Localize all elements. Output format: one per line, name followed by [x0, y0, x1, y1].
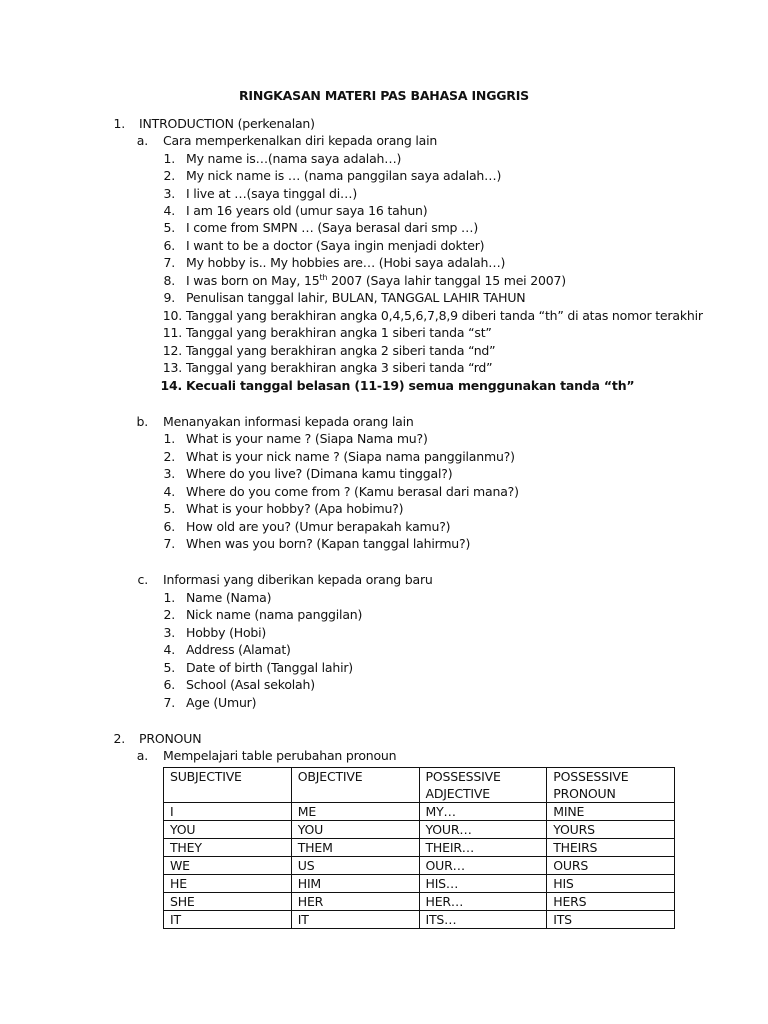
table-cell: HIS — [547, 875, 675, 893]
table-cell: ME — [291, 803, 419, 821]
table-cell: YOUR… — [419, 821, 547, 839]
table-header-cell: SUBJECTIVE — [164, 768, 292, 803]
subsection-title: Menanyakan informasi kepada orang lain — [163, 414, 414, 429]
subsection-title: Informasi yang diberikan kepada orang baru — [163, 572, 433, 587]
table-cell: ITS — [547, 911, 675, 929]
table-cell: HER — [291, 893, 419, 911]
subsection-title: Cara memperkenalkan diri kepada orang lain — [163, 133, 438, 148]
table-cell: US — [291, 857, 419, 875]
table-cell: HERS — [547, 893, 675, 911]
table-cell: HIM — [291, 875, 419, 893]
table-header-cell: OBJECTIVE — [291, 768, 419, 803]
table-cell: MY… — [419, 803, 547, 821]
table-cell: SHE — [164, 893, 292, 911]
table-cell: THEIR… — [419, 839, 547, 857]
table-cell: IT — [291, 911, 419, 929]
table-cell: HER… — [419, 893, 547, 911]
table-cell: I — [164, 803, 292, 821]
table-cell: YOURS — [547, 821, 675, 839]
table-cell: THEY — [164, 839, 292, 857]
table-cell: OUR… — [419, 857, 547, 875]
section-title: PRONOUN — [139, 731, 202, 746]
table-row — [164, 803, 675, 821]
subsection-letter: b. — [136, 414, 148, 429]
pronoun-table — [163, 767, 675, 929]
table-header-cell: POSSESSIVE PRONOUN — [547, 768, 675, 803]
table-cell: ITS… — [419, 911, 547, 929]
table-cell: IT — [164, 911, 292, 929]
table-row — [164, 893, 675, 911]
table-header-cell: POSSESSIVE ADJECTIVE — [419, 768, 547, 803]
table-cell: OURS — [547, 857, 675, 875]
section-number: 1. — [113, 116, 125, 131]
table-row — [164, 821, 675, 839]
subsection-letter: a. — [136, 133, 148, 148]
table-row — [164, 911, 675, 929]
table-cell: THEM — [291, 839, 419, 857]
table-cell: HIS… — [419, 875, 547, 893]
table-cell: THEIRS — [547, 839, 675, 857]
document-title: RINGKASAN MATERI PAS BAHASA INGGRIS — [238, 88, 529, 103]
table-header-row — [164, 768, 675, 803]
document-page: RINGKASAN MATERI PAS BAHASA INGGRIS 1. INTRODUCTION (perkenalan) a. Cara memperkenalkan diri kepada orang lain 1. My name is…(nama saya adalah…) 2. My nick name is … (nama panggilan saya adalah…) 3. I live at …(saya tinggal di…) 4. I am 16 years old (umur saya 16 tahun) 5. I come from SMPN … (Saya berasal dari smp …) 6. I want to be a doctor (Saya ingin menjadi dokter) 7. My hobby is.. My hobbies are… (Hobi saya adalah…) 8. I was born on May, 15th 2007 (Saya lahir tanggal 15 mei 2007) 9. Penulisan tanggal lahir, BULAN, TANGGAL LAHIR TAHUN 10. Tanggal yang berakhiran angka 0,4,5,6,7,8,9 diberi tanda “th” di atas nomor terakhir 11. Tanggal yang berakhiran angka 1 siberi tanda “st” 12. Tanggal yang berakhiran angka 2 siberi tanda “nd” 13. Tanggal yang berakhiran angka 3 siberi tanda “rd” 14. Kecuali tanggal belasan (11-19) semua menggunakan tanda “th” b. Menanyakan informasi kepada orang lain 1. What is your name ? (Siapa Nama mu?) 2. What is your nick name ? (Siapa nama panggilanmu?) 3. Where do you live? (Dimana kamu tinggal?) 4. Where do you come from ? (Kamu berasal dari mana?) 5. What is your hobby? (Apa hobimu?) 6. How old are you? (Umur berapakah kamu?) 7. When was you born? (Kapan tanggal lahirmu?) c. Informasi yang diberikan kepada orang baru 1. Name (Nama) 2. Nick name (nama panggilan) 3. Hobby (Hobi) 4. Address (Alamat) 5. Date of birth (Tanggal lahir) 6. School (Asal sekolah) 7. Age (Umur) 2. PRONOUN a. Mempelajari table perubahan pronoun SUBJECTIVE OBJECTIVE POSSESSIVE ADJECTIVE POSSESSIVE PRONOUN I ME MY… MINE YOU YOU YOUR… YOURS THEY THEM THEIR… THEIRS WE US OUR… OURS HE HIM HIS… HIS SHE HER HER… HERS IT IT ITS… ITS — [0, 0, 768, 1024]
table-row — [164, 875, 675, 893]
section-title: INTRODUCTION (perkenalan) — [139, 116, 315, 131]
table-cell: MINE — [547, 803, 675, 821]
table-cell: YOU — [164, 821, 292, 839]
section-number: 2. — [113, 731, 125, 746]
table-cell: HE — [164, 875, 292, 893]
table-row — [164, 857, 675, 875]
subsection-letter: a. — [136, 748, 148, 763]
table-cell: YOU — [291, 821, 419, 839]
subsection-letter: c. — [137, 572, 148, 587]
table-row — [164, 839, 675, 857]
subsection-title: Mempelajari table perubahan pronoun — [163, 748, 397, 763]
table-cell: WE — [164, 857, 292, 875]
